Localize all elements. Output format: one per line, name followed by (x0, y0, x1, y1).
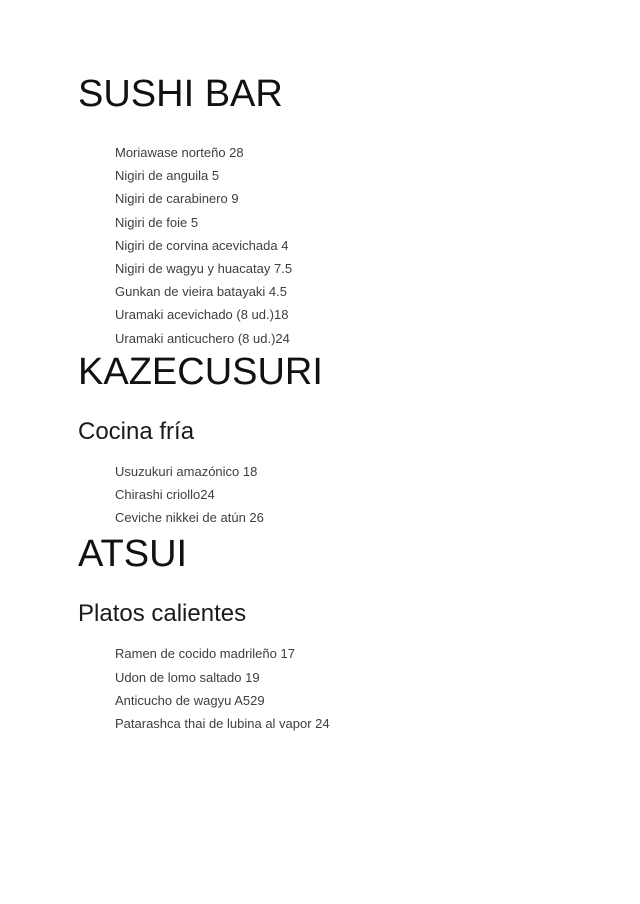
menu-item: Patarashca thai de lubina al vapor 24 (115, 716, 330, 732)
menu-item: Usuzukuri amazónico 18 (115, 463, 258, 479)
menu-item-list-cocina-fria (78, 460, 570, 530)
menu-section-kazecusuri (78, 350, 570, 530)
section-title-kazecusuri: KAZECUSURI (78, 350, 323, 393)
menu-item: Udon de lomo saltado 19 (115, 669, 260, 685)
menu-item: Nigiri de carabinero 9 (115, 191, 239, 207)
menu-item: Gunkan de vieira batayaki 4.5 (115, 284, 287, 300)
menu-item: Ceviche nikkei de atún 26 (115, 510, 264, 526)
menu-item: Uramaki anticuchero (8 ud.)24 (115, 330, 290, 346)
menu-item: Chirashi criollo24 (115, 487, 215, 503)
menu-item: Nigiri de corvina acevichada 4 (115, 237, 289, 253)
section-title-atsui: ATSUI (78, 533, 188, 576)
menu-item: Uramaki acevichado (8 ud.)18 (115, 307, 289, 323)
section-subtitle-cocina-fria: Cocina fría (78, 417, 195, 445)
menu-item: Nigiri de wagyu y huacatay 7.5 (115, 261, 293, 277)
menu-section-atsui (78, 532, 570, 735)
menu-item: Ramen de cocido madrileño 17 (115, 646, 295, 662)
menu-item: Moriawase norteño 28 (115, 145, 244, 160)
menu-item: Nigiri de anguila 5 (115, 168, 220, 184)
menu-item: Nigiri de foie 5 (115, 214, 199, 230)
menu-item-list-platos-calientes (78, 642, 570, 735)
menu-section-sushi-bar (78, 72, 570, 350)
menu-item-list-sushi-bar (78, 141, 570, 350)
section-title-sushi-bar: SUSHI BAR (78, 73, 283, 115)
section-subtitle-platos-calientes: Platos calientes (78, 600, 247, 628)
menu-item: Anticucho de wagyu A529 (115, 692, 265, 708)
